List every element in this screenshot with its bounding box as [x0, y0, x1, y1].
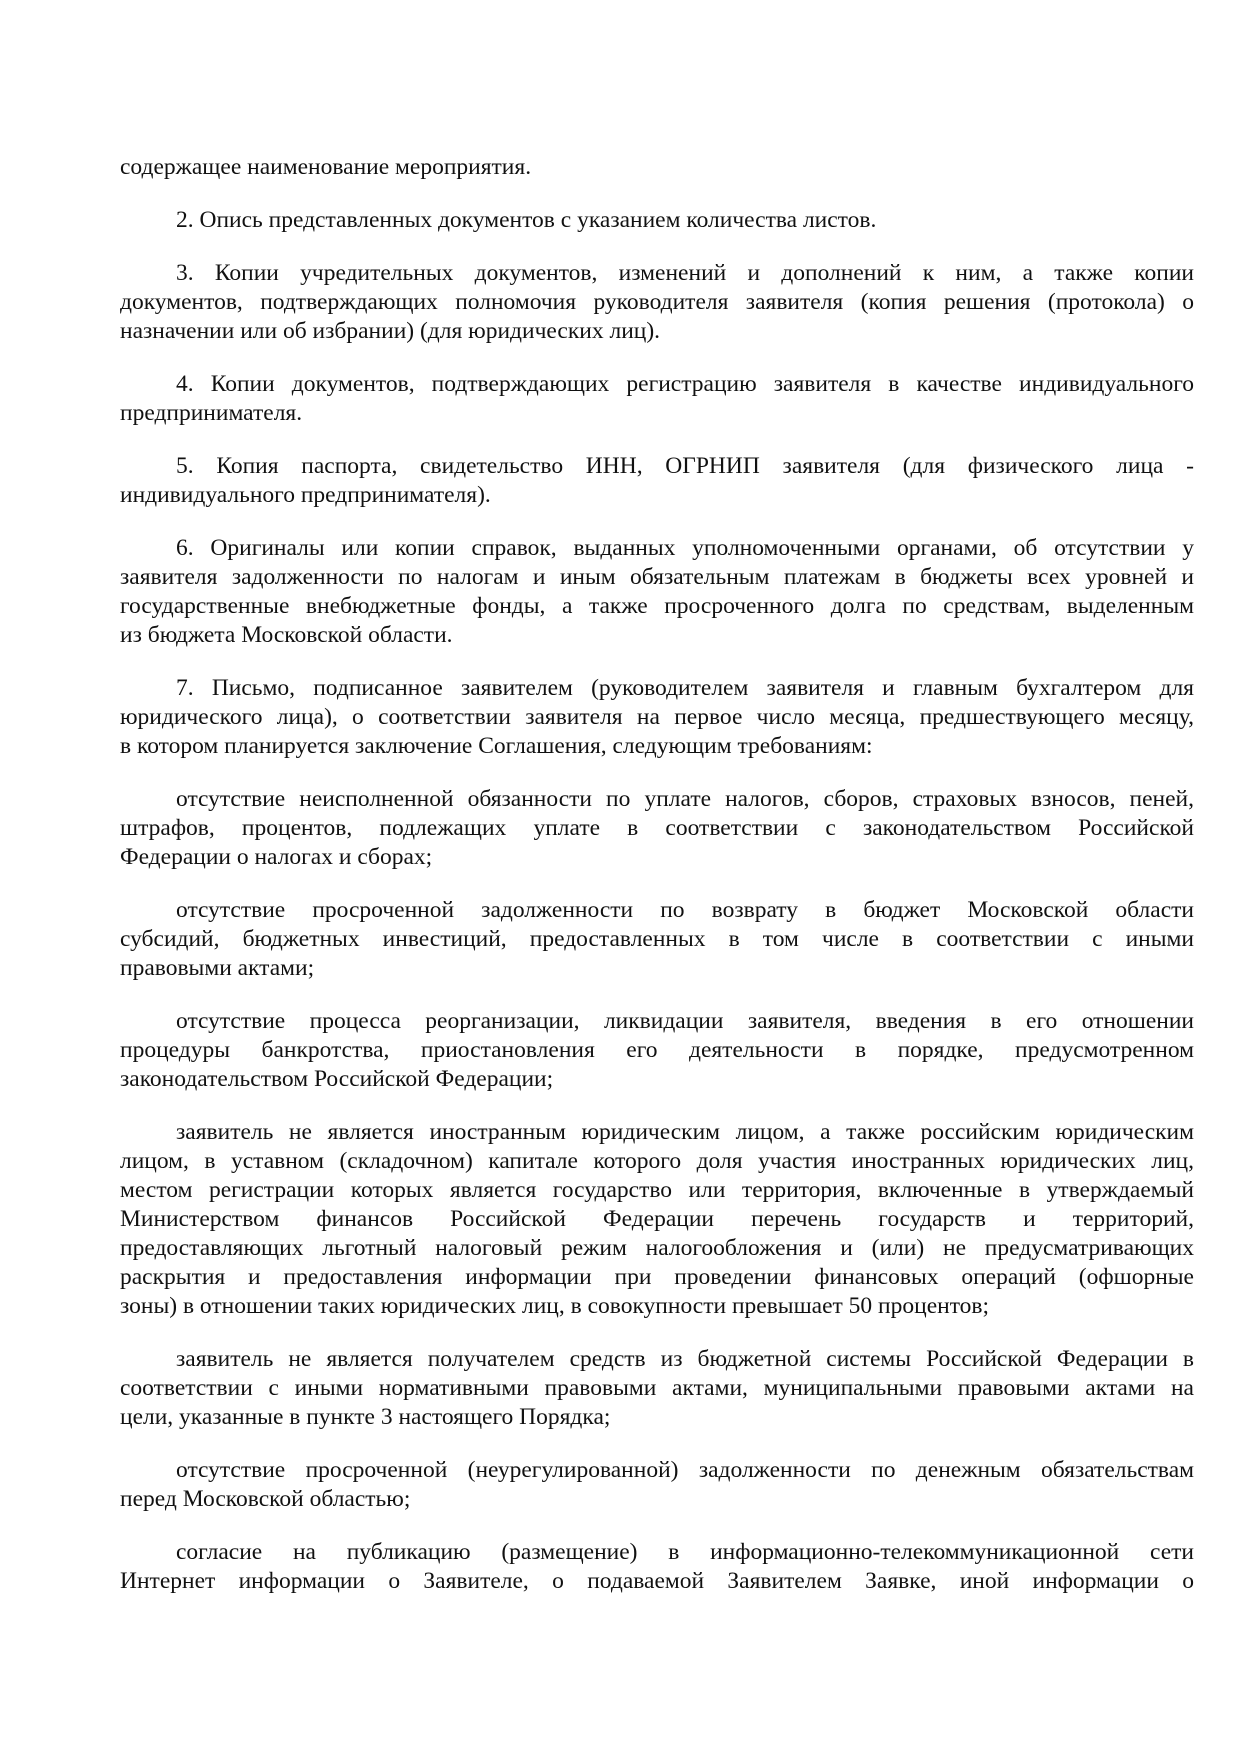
text-line: в котором планируется заключение Соглашения, следующим требованиям:	[120, 733, 873, 759]
text-line: предоставляющих льготный налоговый режим налогообложения и (или) не предусматривающих	[120, 1235, 1194, 1261]
text-line: местом регистрации которых является государство или территория, включенные в утверждаемый	[120, 1177, 1194, 1203]
text-line: содержащее наименование мероприятия.	[120, 154, 532, 180]
paragraph	[120, 534, 1194, 650]
text-line: юридического лица), о соответствии заявителя на первое число месяца, предшествующего месяцу,	[120, 704, 1194, 730]
text-line: 4. Копии документов, подтверждающих регистрацию заявителя в качестве индивидуального	[176, 371, 1194, 397]
text-line: 5. Копия паспорта, свидетельство ИНН, ОГРНИП заявителя (для физического лица -	[176, 453, 1194, 479]
paragraph	[120, 153, 1194, 182]
text-line: цели, указанные в пункте 3 настоящего Порядка;	[120, 1404, 611, 1430]
text-line: индивидуального предпринимателя).	[120, 482, 491, 508]
text-line: документов, подтверждающих полномочия руководителя заявителя (копия решения (протокола) о	[120, 289, 1194, 315]
text-line: отсутствие процесса реорганизации, ликвидации заявителя, введения в его отношении	[176, 1008, 1194, 1034]
text-line: соответствии с иными нормативными правовыми актами, муниципальными правовыми актами на	[120, 1375, 1194, 1401]
paragraph	[120, 206, 1194, 235]
text-line: Интернет информации о Заявителе, о подаваемой Заявителем Заявке, иной информации о	[120, 1568, 1194, 1594]
text-line: зоны) в отношении таких юридических лиц, в совокупности превышает 50 процентов;	[120, 1293, 990, 1319]
paragraph	[120, 785, 1194, 872]
paragraph	[120, 1538, 1194, 1596]
text-line: отсутствие неисполненной обязанности по уплате налогов, сборов, страховых взносов, пеней,	[176, 786, 1194, 812]
text-line: отсутствие просроченной (неурегулированной) задолженности по денежным обязательствам	[176, 1457, 1194, 1483]
text-line: предпринимателя.	[120, 400, 303, 426]
text-line: 3. Копии учредительных документов, изменений и дополнений к ним, а также копии	[176, 260, 1194, 286]
text-line: назначении или об избрании) (для юридических лиц).	[120, 318, 661, 344]
text-line: заявитель не является получателем средств из бюджетной системы Российской Федерации в	[176, 1346, 1194, 1372]
text-line: заявитель не является иностранным юридическим лицом, а также российским юридическим	[176, 1119, 1194, 1145]
paragraph	[120, 259, 1194, 346]
text-line: субсидий, бюджетных инвестиций, предоставленных в том числе в соответствии с иными	[120, 926, 1194, 952]
paragraph	[120, 370, 1194, 428]
text-line: лицом, в уставном (складочном) капитале которого доля участия иностранных юридических лиц,	[120, 1148, 1194, 1174]
text-line: процедуры банкротства, приостановления его деятельности в порядке, предусмотренном	[120, 1037, 1194, 1063]
paragraph	[120, 1456, 1194, 1514]
paragraph	[120, 452, 1194, 510]
text-line: 6. Оригиналы или копии справок, выданных уполномоченными органами, об отсутствии у	[176, 535, 1194, 561]
text-line: правовыми актами;	[120, 955, 315, 981]
paragraph	[120, 674, 1194, 761]
text-line: законодательством Российской Федерации;	[120, 1066, 554, 1092]
text-line: заявителя задолженности по налогам и иным обязательным платежам в бюджеты всех уровней и	[120, 564, 1194, 590]
paragraph	[120, 1007, 1194, 1094]
text-line: перед Московской областью;	[120, 1486, 411, 1512]
text-line: из бюджета Московской области.	[120, 622, 453, 648]
document-page	[120, 153, 1194, 1620]
text-line: штрафов, процентов, подлежащих уплате в соответствии с законодательством Российской	[120, 815, 1194, 841]
text-line: отсутствие просроченной задолженности по возврату в бюджет Московской области	[176, 897, 1194, 923]
text-line: Министерством финансов Российской Федерации перечень государств и территорий,	[120, 1206, 1194, 1232]
text-line: 2. Опись представленных документов с указанием количества листов.	[176, 207, 877, 233]
text-line: 7. Письмо, подписанное заявителем (руководителем заявителя и главным бухгалтером для	[176, 675, 1194, 701]
paragraph	[120, 896, 1194, 983]
paragraph	[120, 1118, 1194, 1321]
text-line: Федерации о налогах и сборах;	[120, 844, 433, 870]
text-line: согласие на публикацию (размещение) в информационно-телекоммуникационной сети	[176, 1539, 1194, 1565]
paragraph	[120, 1345, 1194, 1432]
text-line: государственные внебюджетные фонды, а также просроченного долга по средствам, выделенным	[120, 593, 1194, 619]
text-line: раскрытия и предоставления информации при проведении финансовых операций (офшорные	[120, 1264, 1194, 1290]
